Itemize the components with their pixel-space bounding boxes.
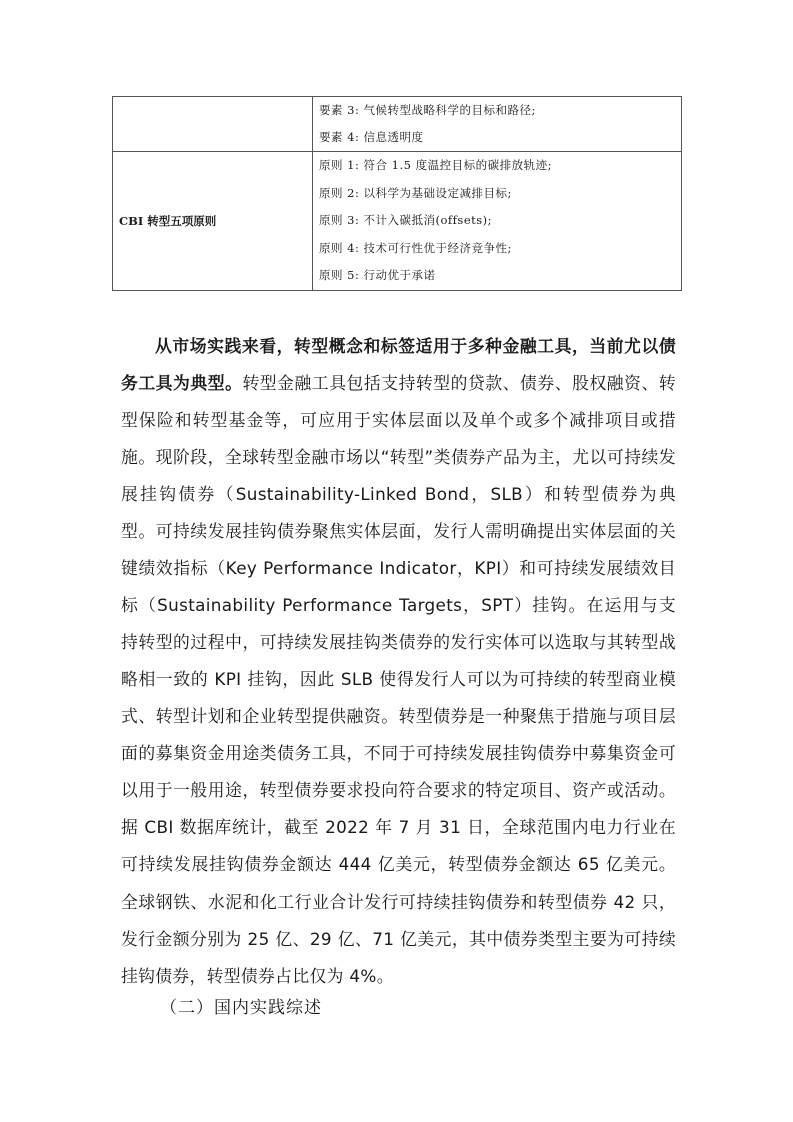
paragraph-lead-sentence: 从市场实践来看，转型概念和标签适用于多种金融工具，当前尤以债务工具为典型。: [121, 335, 676, 393]
list-item: 原则 5: 行动优于承诺: [319, 268, 436, 282]
list-item: 原则 1: 符合 1.5 度温控目标的碳排放轨迹;: [319, 158, 552, 172]
table-items-cell: [313, 97, 682, 152]
table-label-cell: [113, 97, 313, 152]
list-item: 原则 2: 以科学为基础设定减排目标;: [319, 185, 512, 200]
body-paragraph: [121, 328, 676, 995]
table-row: [113, 97, 682, 152]
list-item: 原则 3: 不计入碳抵消(offsets);: [319, 213, 493, 227]
table-items-cell: [313, 152, 682, 291]
list-item: 要素 3: 气候转型战略科学的目标和路径;: [319, 103, 536, 117]
list-item: 要素 4: 信息透明度: [319, 130, 424, 144]
paragraph-body-text: 转型金融工具包括支持转型的贷款、债券、股权融资、转型保险和转型基金等，可应用于实体层面以及单个或多个减排项目或措施。现阶段，全球转型金融市场以“转型”类债券产品为主，尤以可持续发展挂钩债券（Sustainability-Linked Bond，SLB）和转型债券为典型。可持续发展挂钩债券聚焦实体层面，发行人需明确提出实体层面的关键绩效指标（Key Performance Indicator，KPI）和可持续发展绩效目标（Sustainability Performance Targets，SPT）挂钩。在运用与支持转型的过程中，可持续发展挂钩类债券的发行实体可以选取与其转型战略相一致的 KPI 挂钩，因此 SLB 使得发行人可以为可持续的转型商业模式、转型计划和企业转型提供融资。转型债券是一种聚焦于措施与项目层面的募集资金用途类债务工具，不同于可持续发展挂钩债券中募集资金可以用于一般用途，转型债券要求投向符合要求的特定项目、资产或活动。据 CBI 数据库统计，截至 2022 年 7 月 31 日，全球范围内电力行业在可持续发展挂钩债券金额达 444 亿美元，转型债券金额达 65 亿美元。全球钢铁、水泥和化工行业合计发行可持续挂钩债券和转型债券 42 只，发行金额分别为 25 亿、29 亿、71 亿美元，其中债券类型主要为可持续挂钩债券，转型债券占比仅为 4%。: [121, 372, 676, 986]
table-label-cell: CBI 转型五项原则: [113, 152, 313, 291]
section-heading: （二）国内实践综述: [160, 998, 322, 1018]
table-row: [113, 152, 682, 291]
principles-table: [112, 96, 682, 291]
list-item: 原则 4: 技术可行性优于经济竞争性;: [319, 240, 512, 255]
